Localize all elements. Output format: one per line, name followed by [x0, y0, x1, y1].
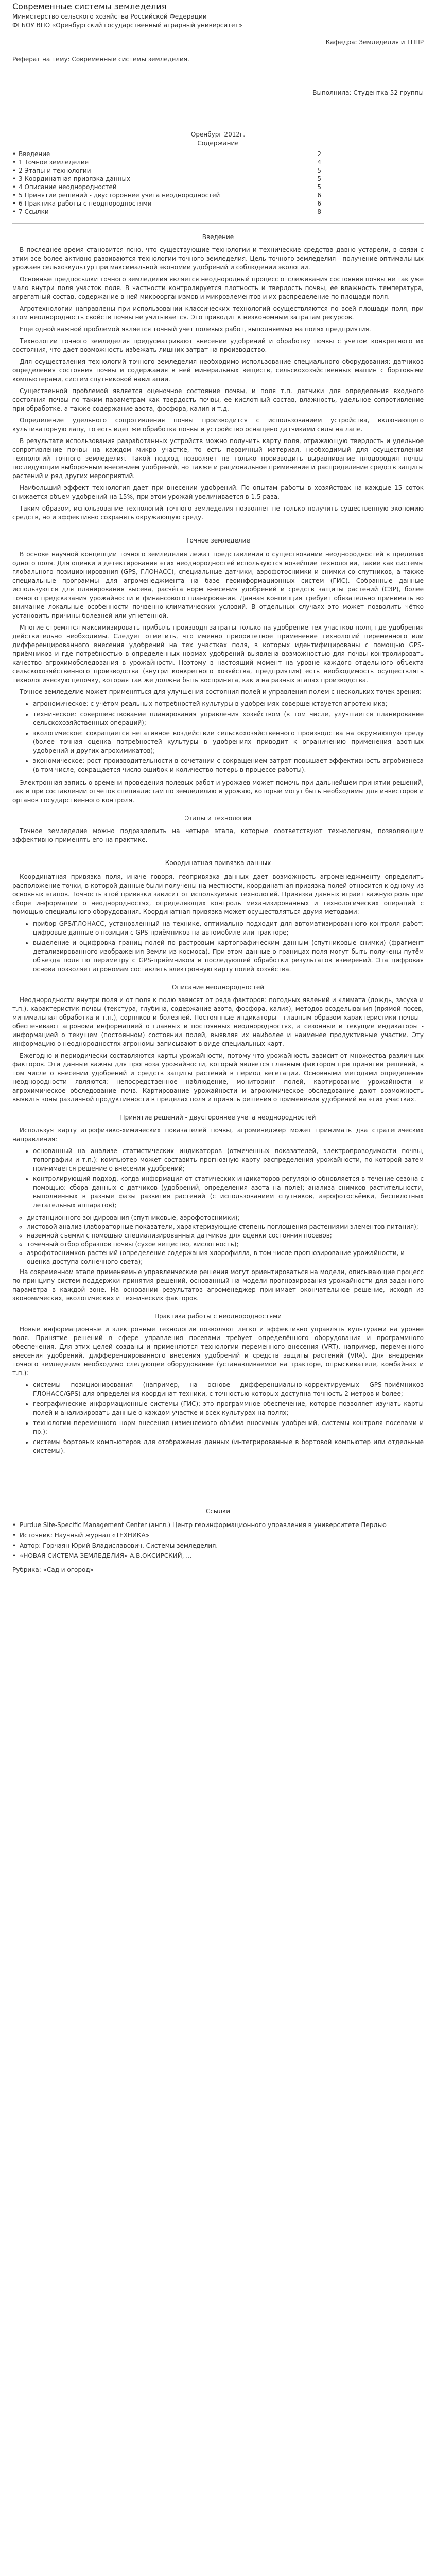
toc-entry[interactable] [12, 208, 321, 216]
toc-title: Содержание [197, 140, 239, 147]
toc-entry-label[interactable]: • 7 Ссылки [12, 208, 49, 216]
university-line: ФГБОУ ВПО «Оренбургский государственный аграрный университет» [12, 22, 242, 29]
toc-entry-page: 4 [317, 159, 321, 166]
table-of-contents [12, 150, 321, 216]
divider [12, 223, 424, 224]
decision-list [12, 1147, 424, 1210]
toc-entry-label[interactable]: • 6 Практика работы с неоднородностями [12, 199, 151, 208]
toc-entry[interactable] [12, 183, 321, 191]
links-title: Ссылки [205, 1507, 231, 1515]
toc-entry-page: 5 [317, 175, 321, 182]
decision-subitem: ◦ наземной съемки с помощью специализированных датчиков для оценки состояния посевов; [27, 1231, 424, 1240]
toc-entry-label[interactable]: • 3 Координатная привязка данных [12, 175, 130, 183]
toc-entry[interactable] [12, 175, 321, 183]
department-line: Кафедра: Земледелия и ТППР [325, 39, 424, 46]
geo-methods-list [12, 920, 424, 974]
section2-intro-paragraph: Точное земледелие может применяться для улучшения состояния полей и управления полем с нескольких точек зрения: [20, 688, 422, 696]
section6-title: Практика работы с неоднородностями [154, 1313, 282, 1320]
toc-entry[interactable] [12, 191, 321, 199]
equipment-item: • технологии переменного норм внесения (изменяемого объёма вносимых удобрений, системы контроля посевами и пр.); [33, 1419, 424, 1436]
equipment-item: • системы позиционирования (например, на основе дифференциально-корректируемых GPS-приёмников ГЛОНАСС/GPS) для определения координат техники, с точностью которых доступна точность 2 метров и более; [33, 1381, 424, 1398]
links-list [12, 1521, 424, 1561]
toc-entry-page: 5 [317, 167, 321, 174]
toc-entry-page: 6 [317, 192, 321, 199]
section4-title: Описание неоднородностей [171, 984, 265, 991]
document-page [6, 0, 430, 1595]
toc-entry-label[interactable]: • 1 Точное земледелие [12, 158, 89, 166]
intro-title: Введение [202, 233, 234, 241]
toc-entry[interactable] [12, 199, 321, 208]
toc-entry-label[interactable]: • 2 Этапы и технологии [12, 166, 91, 175]
toc-entry-page: 5 [317, 183, 321, 191]
author-line: Выполнила: Студентка 52 группы [312, 89, 424, 96]
section4-body [12, 996, 424, 1104]
aspects-list [12, 700, 424, 774]
section2-title: Этапы и технологии [184, 815, 252, 822]
intro-paragraph: Агротехнологии направлены при использовании классических технологий осуществляются по всей площади поля, при этом неоднородность свойств почвы не учитывается. Это приводит к неэкономным затратам ресурсов. [12, 305, 424, 321]
decision-subitem: ◦ точечный отбор образцов почвы (сухое вещество, кислотность); [27, 1240, 424, 1249]
referat-topic: Реферат на тему: Современные системы земледелия. [12, 56, 189, 63]
intro-paragraph: В последнее время становится ясно, что существующие технологии и технические средства давно устарели, в связи с этим все более активно развиваются технологии точного земледелия. Цель точного земледелия - получение оптимальных урожаев сельхозкультур при максимальной экономии удобрений и соблюдении экологии. [12, 246, 424, 271]
equipment-item: • географические информационные системы (ГИС): это программное обеспечение, которое позволяет изучать карты полей и анализировать данные о каждом участке и всех культурах на полях; [33, 1400, 424, 1417]
intro-paragraph: Определение удельного сопротивления почвы производится с использованием устройства, включающего культиваторную лапу, то есть идет же обработка почвы и устройство оснащено датчиками силы на лапе. [12, 417, 424, 433]
equipment-list [12, 1381, 424, 1455]
equipment-item: • системы бортовых компьютеров для отображения данных (интегрированные в бортовой компьютер или отдельные системы). [33, 1438, 424, 1455]
decision-item: • основанный на анализе статистических индикаторов (отмеченных показателей, электропроводимости почвы, топографии и т.п.): компьютер может составить прогнозную карту распределения урожайности, по которой затем принимается решение о внесении удобрений; [33, 1147, 424, 1173]
section1-title: Точное земледелие [186, 537, 250, 544]
intro-paragraph: В результате использования разработанных устройств можно получить карту поля, отражающую твердость и удельное сопротивление почвы на каждом микро участке, то есть первичный материал, необходимый для осуществления технологий точного земледелия. Такой подход позволяет не только производить выравнивание плодородия почвы последующим выборочным внесением удобрений, но также и рациональное применение и распределение средств защиты растений и ряд других мероприятий. [12, 437, 424, 480]
toc-entry-page: 2 [317, 150, 321, 158]
section5-intro: Используя карту агрофизико-химических показателей почвы, агроменеджер может принимать два стратегических направления: [12, 1127, 424, 1143]
city-year: Оренбург 2012г. [190, 131, 246, 138]
toc-entry-label[interactable]: • 4 Описание неоднородностей [12, 183, 117, 191]
aspect-item: • агрономическое: с учётом реальных потребностей культуры в удобрениях совершенствуется агротехника; [33, 700, 424, 708]
section3-body [12, 873, 424, 917]
section1-body [12, 550, 424, 685]
decision-subitem: ◦ дистанционного зондирования (спутниковые, аэрофотоснимки); [27, 1214, 424, 1223]
section2-paragraph: Точное земледелие можно подразделить на четыре этапа, которые соответствуют технологиям, позволяющим эффективно применять его на практике. [12, 827, 424, 843]
decision-subitem: ◦ листовой анализ (лабораторные показатели, характеризующие степень поглощения растениями элементов питания); [27, 1223, 424, 1231]
rubric-line: Рубрика: «Сад и огород» [12, 1566, 94, 1573]
decision-subitem: ◦ аэрофотоснимков растений (определение содержания хлорофилла, в том числе прогнозирование урожайности, и оценка доступа солнечного света); [27, 1249, 424, 1266]
intro-paragraph: Технологии точного земледелия предусматривают внесение удобрений и обработку почвы с учетом конкретного их состояния, что дает возможность избежать лишних затрат на производство. [12, 337, 424, 353]
aspect-item: • техническое: совершенствование планирования управления хозяйством (в том числе, улучшается планирование сельскохозяйственных операций); [33, 710, 424, 727]
link-item[interactable]: • «НОВАЯ СИСТЕМА ЗЕМЛЕДЕЛИЯ» А.В.ОКСИРСКИЙ, ... [12, 1552, 424, 1561]
aspect-item: • экологическое: сокращается негативное воздействие сельскохозяйственного производства на окружающую среду (более точная оценка потребностей культуры в удобрениях приводит к ограничению применения азотных удобрений и других агрохимикатов); [33, 729, 424, 755]
toc-entry[interactable] [12, 158, 321, 166]
toc-entry[interactable] [12, 166, 321, 175]
geo-method-item: • прибор GPS/ГЛОНАСС, установленный на технике, оптимально подходит для автоматизированного контроля работ: цифровые данные о позиции с GPS-приёмников на автомобиле или тракторе; [33, 920, 424, 937]
toc-entry-page: 8 [317, 208, 321, 215]
toc-entry-page: 6 [317, 200, 321, 207]
section2-after: Электронная запись о времени проведения полевых работ и урожаев может помочь при дальнейшем принятии решений, так и при составлении отчетов специалистам по земледелию и урожаю, которые могут быть необходимы для инвесторов и органов государственного контроля. [12, 779, 424, 804]
decision-item: • контролирующий подход, когда информация от статических индикаторов регулярно обновляется в течение сезона с помощью: сбора данных с датчиков (удобрений, определения азота на поле); анализа снимков растительности, выполненных в разные фазы развития растений (с использованием спутников, аэрофотосъёмки, беспилотных летательных аппаратов); [33, 1175, 424, 1210]
section5-title: Принятие решений - двустороннее учета неоднородностей [120, 1114, 316, 1121]
section1-paragraph: Многие стремятся максимизировать прибыль производя затраты только на удобрение тех участков поля, где удобрения действительно необходимы. Следует отметить, что именно приоритетное применение технологий переменного или дифференцированного внесения удобрений на тех участках поля, в которых идентифицированы с помощью GPS-приёмников и где потребностью в определенных нормах удобрений выявлена возможностью для почвы контролировать качество агрохимобследования в урожайности. Поэтому в настоящий момент на уровне каждого отдельного объекта сельскохозяйственного производства (внутри конкретного хозяйства, предприятия) есть необходимость осуществлять технологическую цепочку, которая так же должна быть воспринята, как и на разных этапах производства. [12, 624, 424, 684]
section4-paragraph: Ежегодно и периодически составляются карты урожайности, потому что урожайность зависит от множества различных факторов. Эти данные важны для прогноза урожайности, который является главным фактором при принятии решений, в том числе о внесении удобрений и средств защиты растений в период вегетации. Основными методами определения неоднородности являются: непосредственное наблюдение, мониторинг полей, картирование урожайности и агрохимическое обследование почв. Картирование урожайности и агрохимическое обследование дают возможность выявить зоны различной продуктивности в пределах поля и принять решения о применении удобрений на этих участках. [12, 1052, 424, 1103]
intro-paragraph: Существенной проблемой является оценочное состояние почвы, и поля т.п. датчики для определения входного состояния почвы по таким параметрам как твердость почвы, ее кислотный состав, влажность, удельное сопротивление при обработке, а также содержание азота, фосфора, калия и т.д. [12, 387, 424, 412]
intro-paragraph: Таким образом, использование технологий точного земледелия позволяет не только получить существенную экономию средств, но и эффективно сохранять окружающую среду. [12, 505, 424, 521]
page-title: Современные системы земледелия [12, 2, 167, 11]
intro-paragraph: Еще одной важной проблемой является точный учет полевых работ, выполняемых на полях предприятия. [20, 326, 371, 333]
decision-sublist [12, 1214, 424, 1266]
ministry-line: Министерство сельского хозяйства Российской Федерации [12, 13, 207, 20]
toc-entry-label[interactable]: • Введение [12, 150, 50, 158]
aspect-item: • экономическое: рост производительности в сочетании с сокращением затрат повышает эффективность агробизнеса (в том числе, сокращается число ошибок и количество потерь в процессе работы). [33, 757, 424, 774]
section3-paragraph: Координатная привязка поля, иначе говоря, геопривязка данных дает возможность агроменеджменту определить расположение точки, в которой данные были получены на местности, координатная привязка полей относится к одному из основных этапов. Точность этой привязки зависит от используемых технологий. Привязка данных играет важную роль при сборе информации о неоднородностях, определяющих контроль механизированных и технологических операций с помощью специального оборудования. Координатная привязка может осуществляться двумя методами: [12, 873, 424, 916]
toc-entry-label[interactable]: • 5 Принятие решений - двустороннее учета неоднородностей [12, 191, 220, 199]
intro-section [12, 246, 424, 522]
section6-intro: Новые информационные и электронные технологии позволяют легко и эффективно управлять культурами на уровне поля. Принятие решений в сфере управления посевами требует определённого оборудования и программного обеспечения. Для этих целей созданы и применяются технологии переменного внесения (VRT), например, переменного внесения удобрений, дифференцированного внесения удобрений и средств защиты растений (VRA). Для внедрения точного земледелия необходимо следующее оборудование (устанавливаемое на тракторе, опрыскивателе, комбайнах и т.п.): [12, 1326, 424, 1377]
link-item[interactable]: • Purdue Site-Specific Management Center (англ.) Центр геоинформационного управления в университете Пердью [12, 1521, 424, 1530]
section5-after: На современном этапе применяемые управленческие решения могут ориентироваться на модели, описывающие процесс по принципу систем поддержки принятия решений, основанный на модели прогнозирования урожайности для заданного параметра в каждой зоне. На основании результатов агроменеджер принимает окончательное решение, исходя из экономических, экологических и технических факторов. [12, 1268, 424, 1302]
link-item[interactable]: • Источник: Научный журнал «ТЕХНИКА» [12, 1531, 424, 1540]
intro-paragraph: Основные предпосылки точного земледелия является неоднородный процесс отслеживания состояния почвы не так уже мало внутри поля участок поля. В частности контролируется плотность и твердость почвы, ее влажность температура, агрегатный состав, содержание в ней микроорганизмов и микроэлементов и их распределение по площади поля. [12, 276, 424, 300]
section4-paragraph: Неоднородности внутри поля и от поля к полю зависят от ряда факторов: погодных явлений и климата (дождь, засуха и т.п.), характеристик почвы (текстура, глубина, содержание азота, фосфора, калия), методов возделывания (прямой посев, минимальная обработка и т.п.), сорняков и болезней. Постоянные индикаторы - главным образом характеристики почвы - обеспечивают агронома информацией о главных и постоянных неоднородностях, а сезонные и текущие индикаторы - информацией о текущем (постоянном) состоянии полей, выявляя их наиболее и наименее продуктивные участки. Эту информацию о неоднородностях агрономы записывают в виде специальных карт. [12, 996, 424, 1047]
intro-paragraph: Для осуществления технологий точного земледелия необходимо использование специального оборудования: датчиков определения состояния почвы и содержания в ней минеральных веществ, сельскохозяйственных машин с бортовыми компьютерами, систем спутниковой навигации. [12, 358, 424, 383]
toc-entry[interactable] [12, 150, 321, 158]
link-item[interactable]: • Автор: Горчаян Юрий Владиславович, Системы земледелия. [12, 1541, 424, 1550]
section1-paragraph: В основе научной концепции точного земледелия лежат представления о существовании неоднородностей в пределах одного поля. Для оценки и детектирования этих неоднородностей используются новейшие технологии, такие как системы глобального позиционирования (GPS, ГЛОНАСС), специальные датчики, аэрофотоснимки и снимки со спутников, а также специальные программы для агроменеджмента на базе геоинформационных систем (ГИС). Собранные данные используются для планирования высева, расчёта норм внесения удобрений и средств защиты растений (СЗР), более точного предсказания урожайности и финансового планирования. Данная концепция требует обязательно принимать во внимание локальные особенности почвенно-климатических условий. В отдельных случаях это может позволить чётко установить причины болезней или угнетенной. [12, 551, 424, 619]
geo-method-item: • выделение и оцифровка границ полей по растровым картографическим данным (спутниковые снимки) (фрагмент детализированного изображения Земли из космоса). При этом данные о границах поля могут быть получены путём объезда поля по периметру с GPS-приёмником и последующей обработки результатов измерений. Эта цифровая основа позволяет агрономам составлять электронную карту полей хозяйства. [33, 939, 424, 974]
intro-paragraph: Наибольший эффект технология дает при внесении удобрений. По опытам работы в хозяйствах на каждые 15 соток снижается объем удобрений на 15%, при этом урожай увеличивается в 1.5 раза. [12, 484, 424, 500]
section3-title: Координатная привязка данных [165, 859, 271, 867]
section2-intro [12, 688, 424, 697]
section2-body [12, 827, 424, 844]
